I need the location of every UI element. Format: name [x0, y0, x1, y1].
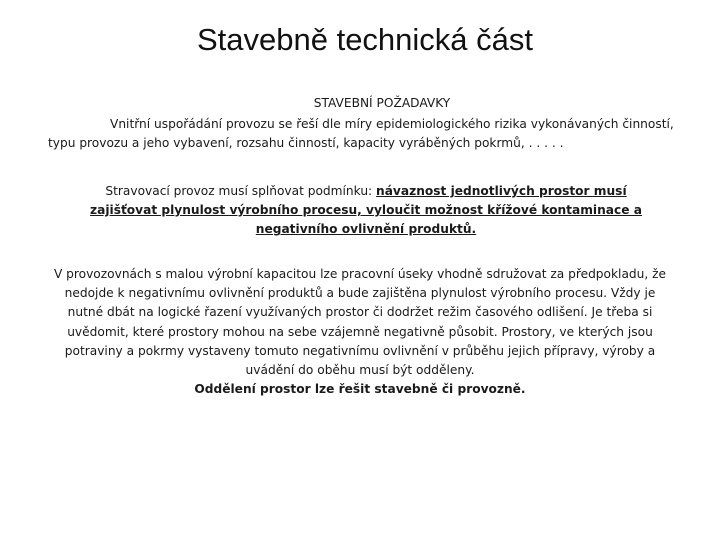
slide-title: Stavebně technická část — [196, 22, 534, 57]
paragraph-conclusion: Oddělení prostor lze řešit stavebně či provozně. — [194, 382, 526, 397]
paragraph-requirement-emphasis: návaznost jednotlivých prostor musí zajišťovat plynulost výrobního procesu, vyloučit možnost křížové kontaminace a negativního ovlivnění produktů. — [90, 184, 642, 237]
paragraph-requirement-lead: Stravovací provoz musí splňovat podmínku: — [105, 184, 377, 198]
paragraph-layout-text: Vnitřní uspořádání provozu se řeší dle míry epidemiologického rizika vykonávaných činností, typu provozu a jeho vybavení, rozsahu činností, kapacity vyráběných pokrmů, . . . . . — [48, 117, 674, 151]
section-heading: STAVEBNÍ POŽADAVKY — [313, 96, 451, 110]
paragraph-small-capacity-text: V provozovnách s malou výrobní kapacitou lze pracovní úseky vhodně sdružovat za předpokladu, že nedojde k negativnímu ovlivnění produktů a bude zajištěna plynulost výrobního procesu. Vždy je nutné dbát na logické řazení využívaných prostor či dodržet režim časového odlišení. Je třeba si uvědomit, které prostory mohou na sebe vzájemně negativně působit. Prostory, ve kterých jsou potraviny a pokrmy vystaveny tomuto negativnímu ovlivnění v průběhu jejich přípravy, výroby a uvádění do oběhu musí být odděleny. — [53, 267, 667, 378]
paragraph-layout — [48, 115, 680, 153]
paragraph-requirement — [80, 182, 652, 240]
paragraph-small-capacity — [52, 265, 668, 399]
